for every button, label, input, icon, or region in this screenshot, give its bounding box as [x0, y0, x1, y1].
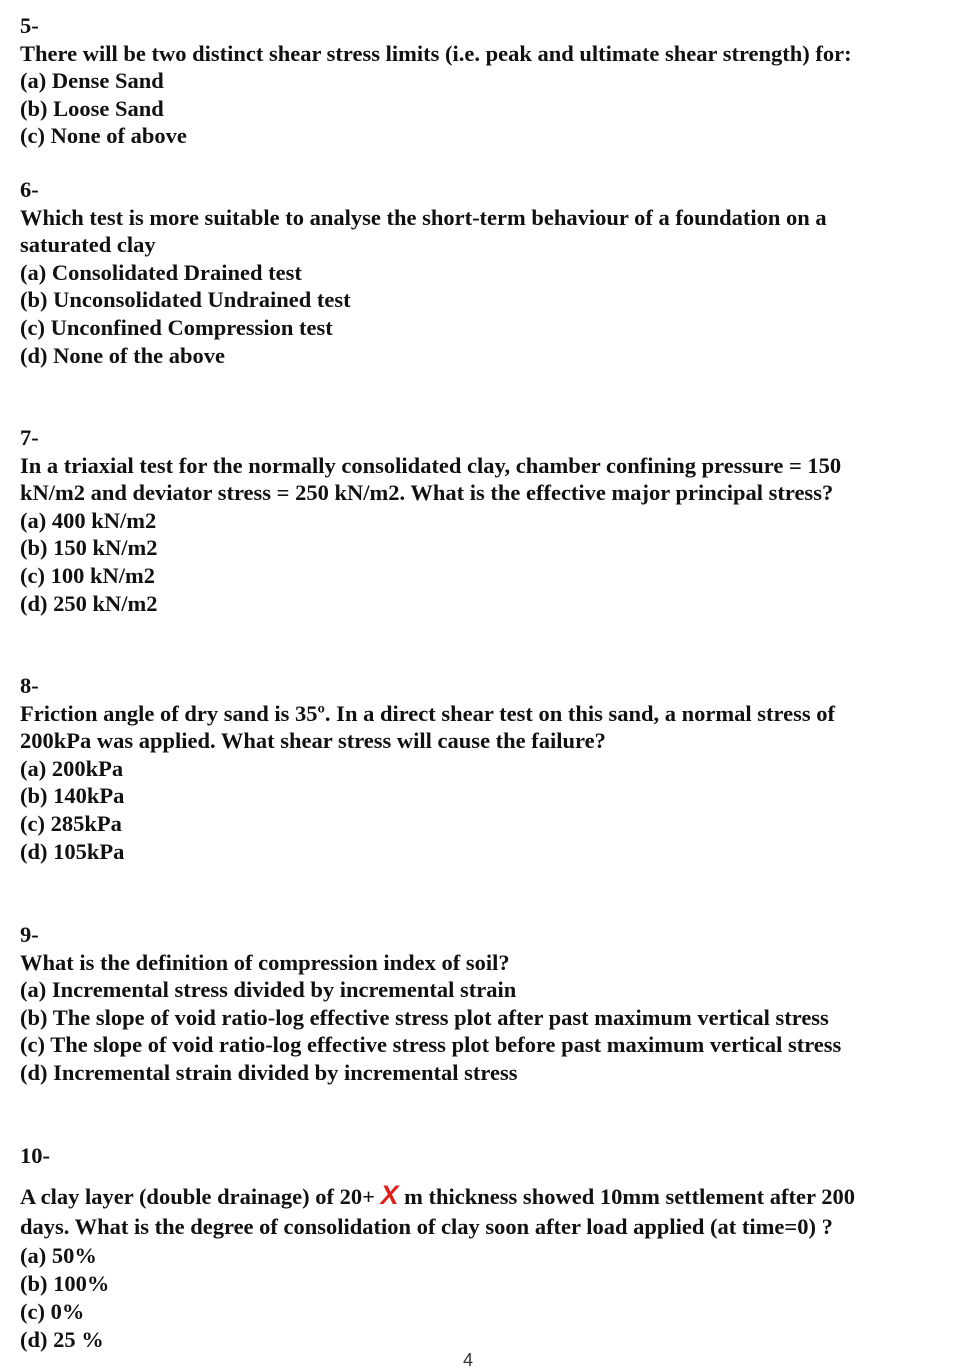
question-number: 9-	[20, 922, 39, 947]
option-d: (d) 105kPa	[20, 838, 125, 864]
question-number: 10-	[20, 1143, 50, 1168]
question-7	[20, 424, 935, 617]
question-10	[20, 1142, 935, 1354]
question-stem: In a triaxial test for the normally consolidated clay, chamber confining pressure = 150	[20, 452, 842, 478]
option-d: (d) Incremental strain divided by incremental stress	[20, 1059, 518, 1085]
option-c: (c) 0%	[20, 1299, 85, 1324]
option-c: (c) Unconfined Compression test	[20, 314, 333, 340]
option-d: (d) 250 kN/m2	[20, 590, 158, 616]
question-stem: 200kPa was applied. What shear stress will cause the failure?	[20, 728, 606, 754]
option-c: (c) None of above	[20, 123, 187, 149]
option-c: (c) 285kPa	[20, 810, 122, 836]
question-9	[20, 921, 935, 1087]
page-number: 4	[463, 1350, 474, 1370]
option-a: (a) Consolidated Drained test	[20, 259, 302, 285]
option-a: (a) 200kPa	[20, 755, 124, 781]
question-stem: saturated clay	[20, 232, 156, 258]
option-d: (d) None of the above	[20, 342, 225, 368]
option-b: (b) Loose Sand	[20, 95, 164, 121]
option-a: (a) 400 kN/m2	[20, 507, 157, 533]
question-number: 6-	[20, 177, 39, 202]
question-stem: Which test is more suitable to analyse the short-term behaviour of a foundation on a	[20, 204, 827, 230]
option-c: (c) 100 kN/m2	[20, 562, 155, 588]
question-stem: kN/m2 and deviator stress = 250 kN/m2. What is the effective major principal stress?	[20, 480, 834, 506]
question-stem: What is the definition of compression index of soil?	[20, 949, 510, 975]
option-a: (a) Dense Sand	[20, 68, 164, 94]
variable-x: X	[380, 1180, 399, 1210]
option-b: (b) Unconsolidated Undrained test	[20, 287, 351, 313]
question-6	[20, 176, 935, 369]
stem-text: m thickness showed 10mm settlement after 200	[398, 1184, 855, 1209]
question-number: 7-	[20, 425, 39, 450]
option-b: (b) 100%	[20, 1271, 110, 1296]
option-a: (a) Incremental stress divided by incremental strain	[20, 977, 517, 1003]
question-number: 8-	[20, 673, 39, 698]
question-5	[20, 12, 935, 150]
question-8	[20, 672, 935, 865]
question-number: 5-	[20, 13, 39, 38]
question-stem: Friction angle of dry sand is 35º. In a direct shear test on this sand, a normal stress of	[20, 700, 835, 726]
question-stem: days. What is the degree of consolidation of clay soon after load applied (at time=0) ?	[20, 1214, 833, 1239]
option-b: (b) 140kPa	[20, 783, 125, 809]
question-stem	[20, 1182, 935, 1212]
option-b: (b) 150 kN/m2	[20, 535, 158, 561]
stem-text: A clay layer (double drainage) of 20+	[20, 1184, 381, 1209]
option-d: (d) 25 %	[20, 1327, 104, 1352]
question-stem: There will be two distinct shear stress limits (i.e. peak and ultimate shear strength) for:	[20, 40, 852, 66]
option-b: (b) The slope of void ratio-log effective stress plot after past maximum vertical stress	[20, 1004, 829, 1030]
option-c: (c) The slope of void ratio-log effective stress plot before past maximum vertical stress	[20, 1032, 842, 1058]
option-a: (a) 50%	[20, 1243, 97, 1268]
